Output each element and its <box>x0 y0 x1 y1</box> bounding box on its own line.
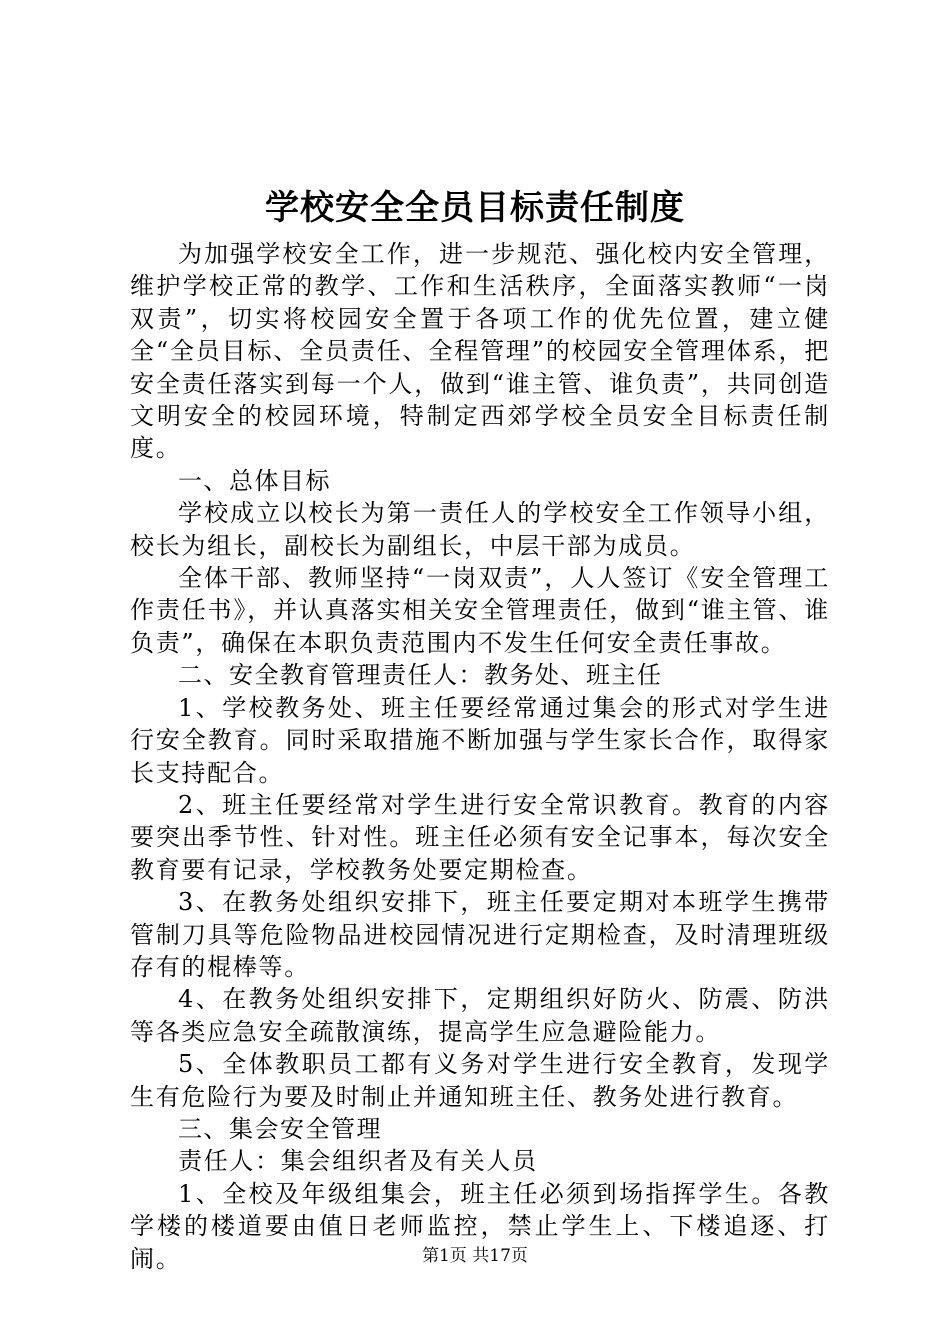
section-heading-assembly-safety: 三、集会安全管理 <box>178 1114 382 1143</box>
paragraph: 全体干部、教师坚持“一岗双责”，人人签订《安全管理工作责任书》，并认真落实相关安全管理责任，做到“谁主管、谁负责”，确保在本职负责范围内不发生任何安全责任事故。 <box>130 564 830 657</box>
list-item: 2、班主任要经常对学生进行安全常识教育。教育的内容要突出季节性、针对性。班主任必须有安全记事本，每次安全教育要有记录，学校教务处要定期检查。 <box>130 790 830 884</box>
list-item: 5、全体教职员工都有义务对学生进行安全教育，发现学生有危险行为要及时制止并通知班主任、教务处进行教育。 <box>130 1050 830 1111</box>
responsible-person-line: 责任人：集会组织者及有关人员 <box>178 1147 538 1176</box>
page-number: 第1页 共17页 <box>422 1246 528 1266</box>
document-body <box>130 238 830 1275</box>
document-title: 学校安全全员目标责任制度 <box>265 188 685 228</box>
list-item: 1、学校教务处、班主任要经常通过集会的形式对学生进行安全教育。同时采取措施不断加强与学生家长合作，取得家长支持配合。 <box>130 693 830 787</box>
list-item: 1、全校及年级组集会，班主任必须到场指挥学生。各教学楼的楼道要由值日老师监控，禁止学生上、下楼追逐、打闹。 <box>130 1179 830 1273</box>
intro-paragraph: 为加强学校安全工作，进一步规范、强化校内安全管理，维护学校正常的教学、工作和生活秩序，全面落实教师“一岗双责”，切实将校园安全置于各项工作的优先位置，建立健全“全员目标、全员责任、全程管理”的校园安全管理体系，把安全责任落实到每一个人，做到“谁主管、谁负责”，共同创造文明安全的校园环境，特制定西郊学校全员安全目标责任制度。 <box>130 240 830 463</box>
paragraph: 学校成立以校长为第一责任人的学校安全工作领导小组，校长为组长，副校长为副组长，中层干部为成员。 <box>130 499 830 560</box>
list-item: 4、在教务处组织安排下，定期组织好防火、防震、防洪等各类应急安全疏散演练，提高学生应急避险能力。 <box>130 985 830 1046</box>
list-item: 3、在教务处组织安排下，班主任要定期对本班学生携带管制刀具等危险物品进校园情况进行定期检查，及时清理班级存有的棍棒等。 <box>130 888 830 981</box>
section-heading-safety-education: 二、安全教育管理责任人：教务处、班主任 <box>178 661 663 690</box>
section-heading-overall-goal: 一、总体目标 <box>178 466 331 495</box>
